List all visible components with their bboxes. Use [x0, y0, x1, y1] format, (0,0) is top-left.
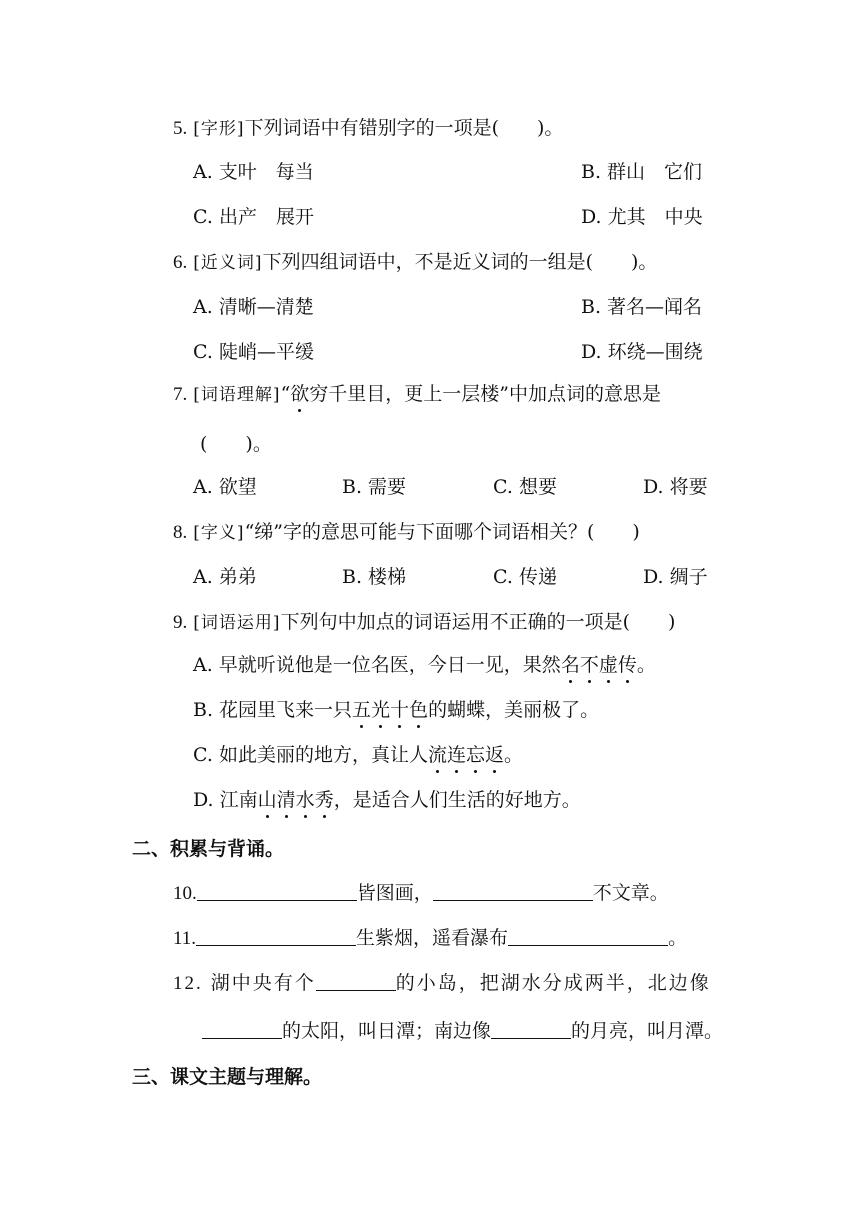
dotted-char: 忘	[465, 744, 485, 766]
dotted-char: 色	[409, 699, 429, 721]
question-12	[173, 970, 711, 997]
dotted-char: 流	[427, 744, 447, 766]
question-tag: [词语运用]	[193, 613, 281, 633]
dotted-char: 传	[617, 654, 637, 676]
question-text: 穷千里目，更上一层楼”中加点词的意思是	[309, 383, 662, 405]
question-number: 9.	[173, 612, 188, 633]
section-heading: 二、积累与背诵。	[132, 838, 285, 860]
option-text: 的蝴蝶，美丽极了。	[428, 699, 600, 721]
option-d[interactable]: D. 将要	[643, 476, 708, 498]
question-6	[173, 249, 657, 276]
fill-blank[interactable]	[202, 1018, 282, 1039]
question-number: 7.	[173, 384, 188, 405]
option-d[interactable]: D. 环绕—围绕	[581, 341, 703, 363]
option-d[interactable]	[193, 787, 581, 813]
option-text: ，是适合人们生活的好地方。	[333, 789, 581, 811]
option-c[interactable]: C. 想要	[493, 476, 557, 498]
question-tag: [字形]	[193, 119, 245, 139]
question-text: 的小岛，把湖水分成两半，北边像	[395, 972, 711, 994]
question-text: 不文章。	[592, 882, 669, 904]
option-a[interactable]	[193, 652, 656, 678]
answer-paren: ( )。	[200, 433, 272, 455]
dotted-char: 名	[560, 654, 580, 676]
quote-open: “	[280, 383, 291, 405]
dotted-char: 欲	[290, 383, 310, 405]
option-b[interactable]: B. 群山 它们	[581, 161, 703, 183]
option-c[interactable]: C. 陡峭—平缓	[193, 341, 314, 363]
question-text: 下列词语中有错别字的一项是( )。	[244, 117, 564, 139]
option-b[interactable]: B. 著名—闻名	[581, 296, 703, 318]
question-12-line2	[202, 1018, 723, 1044]
question-8	[173, 519, 640, 546]
question-text: 的月亮，叫月潭。	[571, 1020, 724, 1042]
question-number: 10.	[173, 883, 197, 904]
option-a[interactable]: A. 清晰—清楚	[193, 296, 314, 318]
question-text: 生紫烟，遥看瀑布	[356, 927, 509, 949]
question-text: 皆图画，	[356, 882, 433, 904]
option-text: D. 江南	[193, 789, 258, 811]
question-text: 湖中央有个	[202, 972, 316, 994]
option-a[interactable]: A. 支叶 每当	[193, 161, 314, 183]
option-b[interactable]: B. 楼梯	[342, 566, 407, 588]
question-11	[173, 925, 687, 952]
dotted-char: 水	[295, 789, 315, 811]
option-text: B. 花园里飞来一只	[193, 699, 353, 721]
option-c[interactable]	[193, 742, 523, 768]
option-a[interactable]: A. 弟弟	[193, 566, 257, 588]
option-a[interactable]: A. 欲望	[193, 476, 257, 498]
section-heading: 三、课文主题与理解。	[132, 1066, 323, 1088]
option-text: C. 如此美丽的地方，真让人	[193, 744, 428, 766]
dotted-char: 十	[390, 699, 410, 721]
fill-blank[interactable]	[508, 925, 668, 946]
question-text: 下列句中加点的词语运用不正确的一项是( )	[280, 611, 676, 633]
question-text: 的太阳，叫日潭；南边像	[282, 1020, 492, 1042]
question-tag: [词语理解]	[193, 385, 281, 405]
option-text: 。	[636, 654, 656, 676]
option-d[interactable]: D. 绸子	[643, 566, 708, 588]
dotted-char: 五	[352, 699, 372, 721]
dotted-char: 清	[276, 789, 296, 811]
question-tag: [字义]	[193, 523, 245, 543]
dotted-char: 不	[579, 654, 599, 676]
question-number: 5.	[173, 118, 188, 139]
dotted-char: 虚	[598, 654, 618, 676]
question-number: 11.	[173, 928, 197, 949]
option-c[interactable]: C. 出产 展开	[193, 206, 314, 228]
question-number: 6.	[173, 252, 188, 273]
option-b[interactable]: B. 需要	[342, 476, 407, 498]
option-b[interactable]	[193, 697, 599, 723]
question-number: 12.	[173, 973, 203, 994]
question-7	[173, 381, 661, 408]
question-10	[173, 880, 669, 907]
question-5	[173, 115, 563, 142]
question-text: 下列四组词语中，不是近义词的一组是( )。	[262, 251, 658, 273]
option-d[interactable]: D. 尤其 中央	[581, 206, 703, 228]
dotted-char: 山	[257, 789, 277, 811]
fill-blank[interactable]	[433, 880, 593, 901]
dotted-char: 连	[446, 744, 466, 766]
question-text: “绨”字的意思可能与下面哪个词语相关？( )	[244, 521, 640, 543]
option-c[interactable]: C. 传递	[493, 566, 557, 588]
dotted-char: 秀	[314, 789, 334, 811]
question-text: 。	[668, 927, 688, 949]
option-text: A. 早就听说他是一位名医，今日一见，果然	[193, 654, 561, 676]
question-tag: [近义词]	[193, 253, 263, 273]
dotted-char: 光	[371, 699, 391, 721]
fill-blank[interactable]	[316, 970, 396, 991]
fill-blank[interactable]	[491, 1018, 571, 1039]
question-number: 8.	[173, 522, 188, 543]
dotted-char: 返	[485, 744, 505, 766]
fill-blank[interactable]	[197, 880, 357, 901]
fill-blank[interactable]	[196, 925, 356, 946]
question-9	[173, 609, 675, 636]
option-text: 。	[504, 744, 524, 766]
